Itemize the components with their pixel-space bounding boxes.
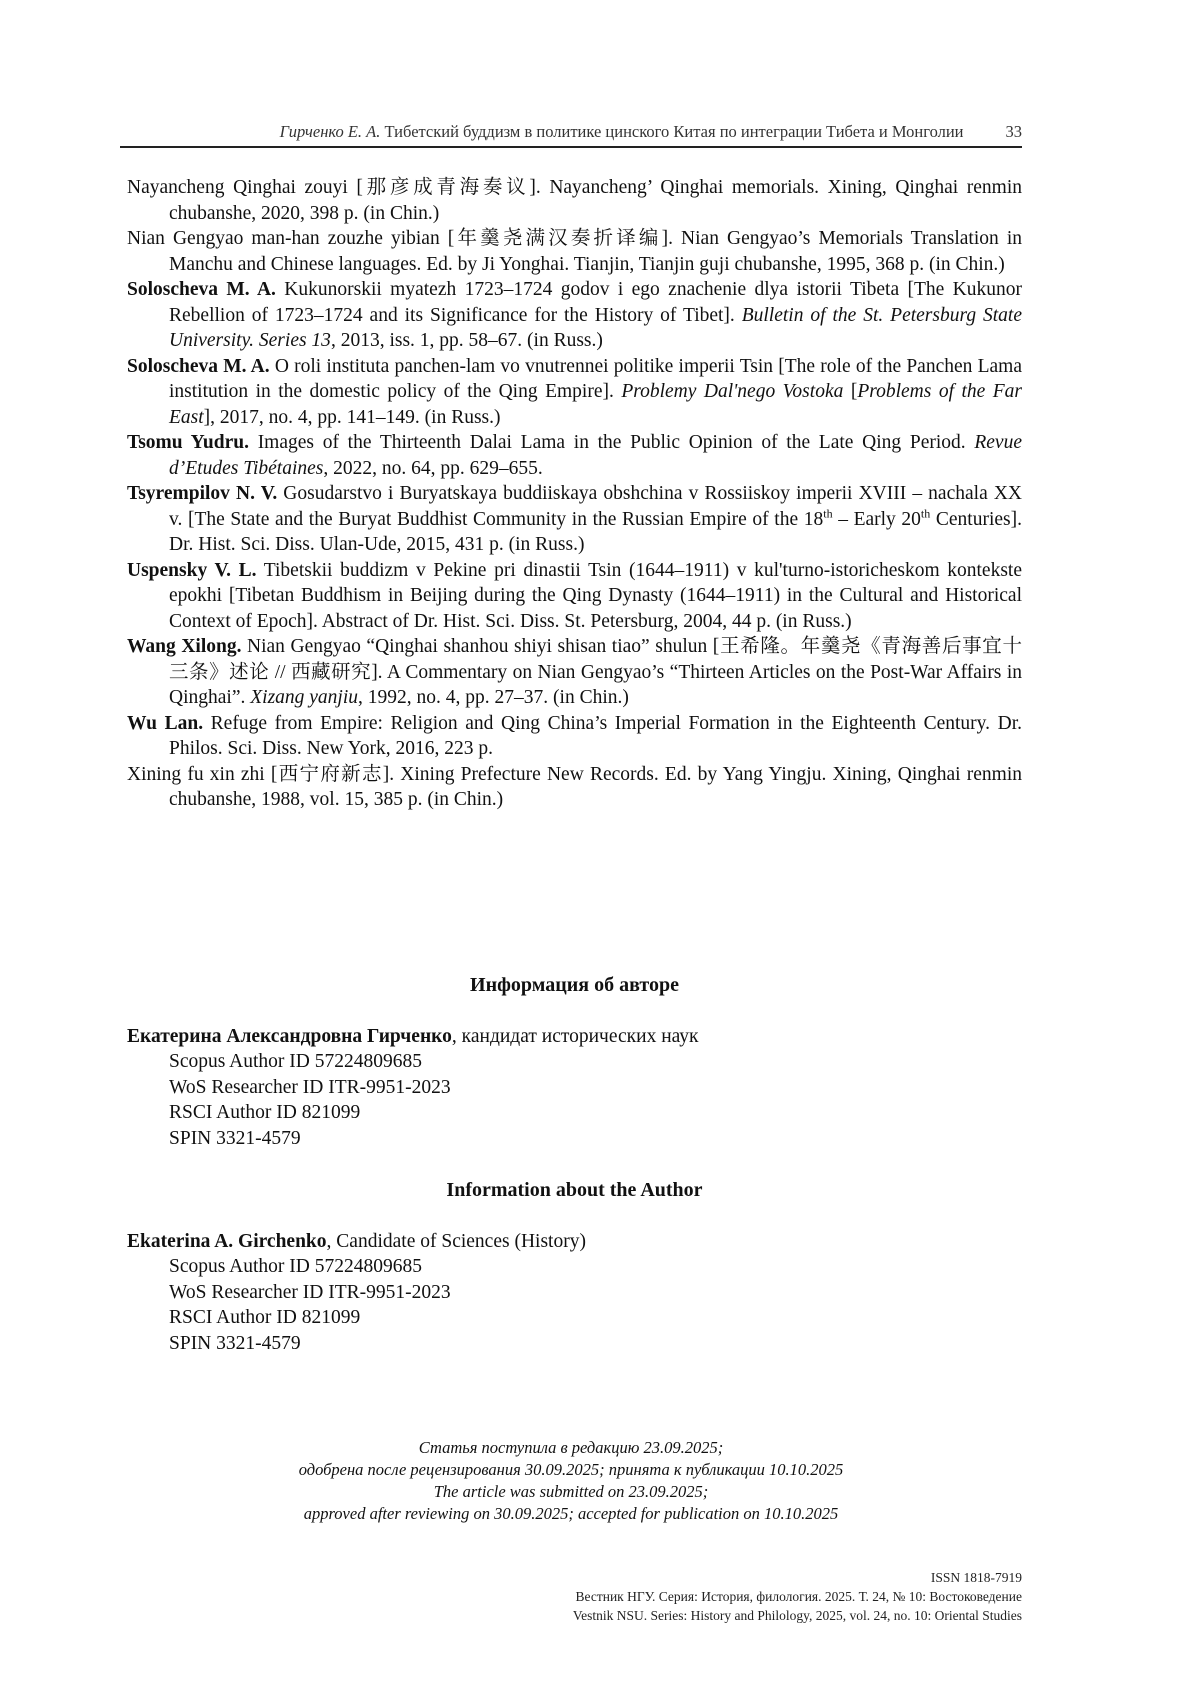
author-id: SPIN 3321-4579 [169, 1332, 301, 1354]
submission-line: approved after reviewing on 30.09.2025; accepted for publication on 10.10.2025 [303, 1504, 839, 1523]
reference-item: Wu Lan. Refuge from Empire: Religion and Qing China’s Imperial Formation in the Eighteenth Century. Dr. Philos. Sci. Diss. New York, 2016, 223 p. [127, 712, 1022, 759]
author-info-heading-en: Information about the Author [446, 1179, 703, 1201]
submission-line: The article was submitted on 23.09.2025; [433, 1482, 709, 1501]
author-name-ru: Екатерина Александровна Гирченко, кандидат исторических наук [127, 1025, 699, 1047]
journal-name-ru: Вестник НГУ. Серия: История, филология. 2025. Т. 24, № 10: Востоковедение [575, 1589, 1022, 1604]
submission-line: одобрена после рецензирования 30.09.2025; принята к публикации 10.10.2025 [298, 1460, 844, 1479]
submission-dates [120, 1437, 1022, 1525]
submission-line: Статья поступила в редакцию 23.09.2025; [418, 1438, 724, 1457]
author-id: RSCI Author ID 821099 [169, 1307, 361, 1328]
running-head-title [280, 122, 964, 142]
reference-item: Tsomu Yudru. Images of the Thirteenth Dalai Lama in the Public Opinion of the Late Qing Period. Revue d’Etudes Tibétaines, 2022, no. 64, pp. 629–655. [127, 432, 1022, 479]
author-id: Scopus Author ID 57224809685 [169, 1256, 422, 1277]
reference-item: Uspensky V. L. Tibetskii buddizm v Pekine pri dinastii Tsin (1644–1911) v kul'turno-istoricheskom kontekste epokhi [Tibetan Buddhism in Beijing during the Qing Dynasty (1644–1911) in the Cultural and Historical Context of Epoch]. Abstract of Dr. Hist. Sci. Diss. St. Petersburg, 2004, 44 p. (in Russ.) [127, 559, 1022, 632]
author-id: Scopus Author ID 57224809685 [169, 1051, 422, 1072]
reference-item: Nian Gengyao man-han zouzhe yibian [年羹尧满汉奏折译编]. Nian Gengyao’s Memorials Translation in Manchu and Chinese languages. Ed. by Ji Yonghai. Tianjin, Tianjin guji chubanshe, 1995, 368 p. (in Chin.) [127, 228, 1022, 275]
running-head-article-title: Тибетский буддизм в политике цинского Китая по интеграции Тибета и Монголии [384, 122, 964, 141]
author-id: RSCI Author ID 821099 [169, 1102, 361, 1123]
reference-item: Tsyrempilov N. V. Gosudarstvo i Buryatskaya buddiiskaya obshchina v Rossiiskoy imperii XVIII – nachala XX v. [The State and the Buryat Buddhist Community in the Russian Empire of the 18th – Early 20th Centuries]. Dr. Hist. Sci. Diss. Ulan-Ude, 2015, 431 p. (in Russ.) [127, 483, 1022, 555]
reference-item: Soloscheva M. A. O roli instituta panchen-lam vo vnutrennei politike imperii Tsin [The role of the Panchen Lama institution in the domestic policy of the Qing Empire]. Problemy Dal'nego Vostoka [Problems of the Far East], 2017, no. 4, pp. 141–149. (in Russ.) [127, 355, 1023, 428]
journal-name-en: Vestnik NSU. Series: History and Philology, 2025, vol. 24, no. 10: Oriental Studies [572, 1608, 1022, 1623]
reference-item: Wang Xilong. Nian Gengyao “Qinghai shanhou shiyi shisan tiao” shulun [王希隆。年羹尧《青海善后事宜十三条》述论 // 西藏研究]. A Commentary on Nian Gengyao’s “Thirteen Articles on the Post-War Affairs in Qinghai”. Xizang yanjiu, 1992, no. 4, pp. 27–37. (in Chin.) [127, 636, 1022, 708]
reference-list [127, 175, 1022, 813]
author-info-heading-ru: Информация об авторе [470, 974, 679, 996]
author-info-en [127, 1178, 1022, 1356]
author-id: SPIN 3321-4579 [169, 1127, 301, 1149]
author-name-en: Ekaterina A. Girchenko, Candidate of Sciences (History) [127, 1230, 586, 1252]
author-id: WoS Researcher ID ITR-9951-2023 [169, 1076, 451, 1098]
running-head-author: Гирченко Е. А. [279, 122, 381, 141]
running-head [120, 122, 1022, 148]
author-id: WoS Researcher ID ITR-9951-2023 [169, 1281, 451, 1303]
reference-item: Nayancheng Qinghai zouyi [那彦成青海奏议]. Nayancheng’ Qinghai memorials. Xining, Qinghai renmin chubanshe, 2020, 398 p. (in Chin.) [127, 177, 1022, 224]
reference-item: Xining fu xin zhi [西宁府新志]. Xining Prefecture New Records. Ed. by Yang Yingju. Xining, Qinghai renmin chubanshe, 1988, vol. 15, 385 p. (in Chin.) [127, 763, 1022, 810]
issn: ISSN 1818-7919 [930, 1570, 1022, 1585]
author-info-ru [127, 973, 1022, 1151]
page-number: 33 [1005, 122, 1022, 141]
reference-item: Soloscheva M. A. Kukunorskii myatezh 1723–1724 godov i ego znachenie dlya istorii Tibeta [The Kukunor Rebellion of 1723–1724 and its Significance for the History of Tibet]. Bulletin of the St. Petersburg State University. Series 13, 2013, iss. 1, pp. 58–67. (in Russ.) [127, 279, 1022, 351]
journal-footer [573, 1568, 1022, 1625]
